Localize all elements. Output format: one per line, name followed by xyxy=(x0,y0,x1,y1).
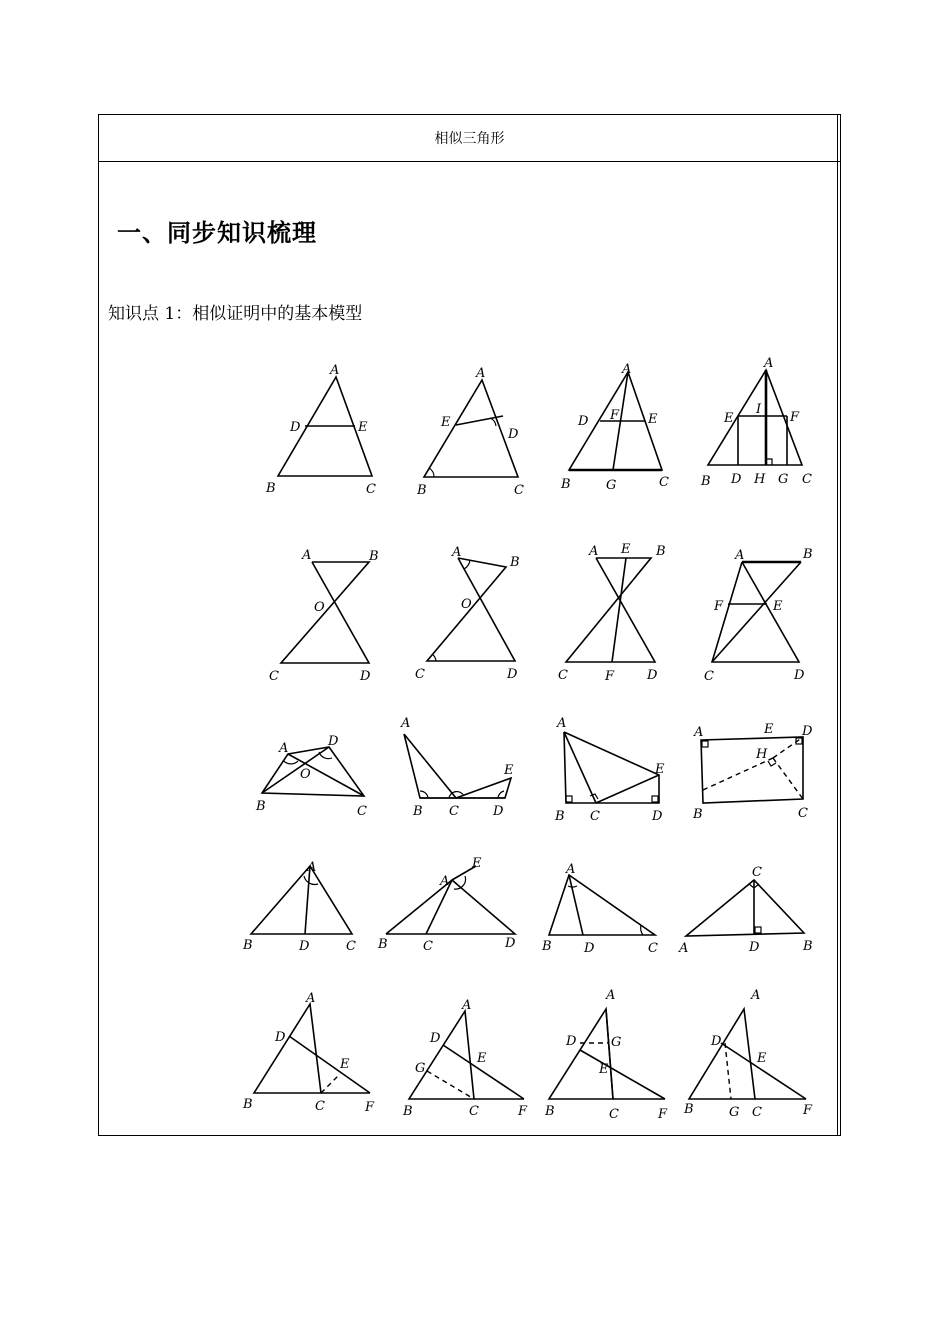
point-label: B xyxy=(803,547,813,562)
point-label: B xyxy=(656,544,666,559)
point-label: A xyxy=(589,544,599,559)
point-label: C xyxy=(752,865,762,880)
point-label: B xyxy=(542,939,552,954)
point-label: C xyxy=(659,475,669,490)
point-label: D xyxy=(507,667,518,682)
point-label: D xyxy=(794,668,805,683)
point-label: E xyxy=(648,412,658,427)
point-label: E xyxy=(358,420,368,435)
point-label: A xyxy=(476,366,486,381)
point-label: D xyxy=(802,724,813,739)
point-label: A xyxy=(279,741,289,756)
point-label: C xyxy=(648,941,658,956)
point-label: E xyxy=(340,1057,350,1072)
point-label: D xyxy=(749,940,760,955)
knowledge-point-name: 相似证明中的基本模型 xyxy=(192,304,363,324)
point-label: D xyxy=(711,1034,722,1049)
point-label: F xyxy=(790,410,800,425)
point-label: E xyxy=(477,1051,487,1066)
point-label: B xyxy=(803,939,813,954)
point-label: D xyxy=(584,941,595,956)
point-label: D xyxy=(508,427,519,442)
point-label: F xyxy=(803,1103,813,1118)
point-label: A xyxy=(694,725,704,740)
figure-r5f2 xyxy=(402,998,528,1119)
point-label: B xyxy=(555,809,565,824)
point-label: E xyxy=(655,762,665,777)
point-label: A xyxy=(566,862,576,877)
point-label: B xyxy=(378,937,388,952)
point-label: C xyxy=(315,1099,325,1114)
point-label: F xyxy=(658,1107,668,1122)
section-title: 一、同步知识梳理 xyxy=(117,219,317,247)
figure-r4f1 xyxy=(242,860,356,954)
point-label: D xyxy=(360,669,371,684)
point-label: A xyxy=(401,716,411,731)
figure-r3f1 xyxy=(255,734,367,819)
figure-r1f3 xyxy=(560,362,669,493)
point-label: A xyxy=(679,941,689,956)
point-label: A xyxy=(306,991,316,1006)
point-label: B xyxy=(701,474,711,489)
point-label: B xyxy=(693,807,703,822)
knowledge-point-prefix: 知识点 1： xyxy=(108,304,193,324)
point-label: C xyxy=(752,1105,762,1120)
point-label: D xyxy=(290,420,301,435)
point-label: A xyxy=(606,988,616,1003)
point-label: A xyxy=(440,874,450,889)
point-label: C xyxy=(423,939,433,954)
point-label: B xyxy=(545,1104,555,1119)
point-label: D xyxy=(275,1030,286,1045)
point-label: G xyxy=(415,1061,426,1076)
figure-r5f3 xyxy=(544,988,668,1122)
point-label: C xyxy=(609,1107,619,1122)
figure-r4f3 xyxy=(541,862,658,956)
point-label: A xyxy=(307,860,317,875)
figure-r1f1 xyxy=(265,363,376,497)
point-label: B xyxy=(413,804,423,819)
point-label: G xyxy=(611,1035,622,1050)
point-label: F xyxy=(610,408,620,423)
point-label: A xyxy=(622,362,632,377)
point-label: O xyxy=(461,597,472,612)
point-label: E xyxy=(621,542,631,557)
point-label: A xyxy=(462,998,472,1013)
point-label: B xyxy=(510,555,520,570)
point-label: C xyxy=(704,669,714,684)
point-label: A xyxy=(751,988,761,1003)
point-label: O xyxy=(300,767,311,782)
point-label: D xyxy=(566,1034,577,1049)
point-label: E xyxy=(504,763,514,778)
point-label: A xyxy=(330,363,340,378)
point-label: I xyxy=(756,402,762,417)
point-label: B xyxy=(243,1097,253,1112)
figure-r1f2 xyxy=(416,366,524,498)
figure-r2f3 xyxy=(558,542,666,684)
point-label: B xyxy=(243,938,253,953)
point-label: F xyxy=(714,599,724,614)
figure-r3f3 xyxy=(554,716,665,824)
point-label: B xyxy=(684,1102,694,1117)
point-label: C xyxy=(802,472,812,487)
point-label: C xyxy=(449,804,459,819)
point-label: C xyxy=(357,804,367,819)
point-label: A xyxy=(764,356,774,371)
figure-r4f2 xyxy=(377,856,516,954)
point-label: C xyxy=(415,667,425,682)
figure-r5f1 xyxy=(242,991,375,1115)
figure-r3f2 xyxy=(400,716,514,819)
point-label: C xyxy=(798,806,808,821)
figure-r1f4 xyxy=(700,356,812,489)
point-label: H xyxy=(754,472,766,487)
figure-r2f4 xyxy=(704,547,813,684)
figure-r3f4 xyxy=(692,722,813,822)
point-label: E xyxy=(472,856,482,871)
figure-r2f1 xyxy=(269,548,379,684)
point-label: A xyxy=(557,716,567,731)
point-label: D xyxy=(505,936,516,951)
point-label: E xyxy=(764,722,774,737)
point-label: D xyxy=(299,939,310,954)
figure-r5f4 xyxy=(683,988,813,1120)
point-label: C xyxy=(558,668,568,683)
point-label: A xyxy=(452,545,462,560)
point-label: D xyxy=(731,472,742,487)
point-label: B xyxy=(266,481,276,496)
point-label: E xyxy=(724,411,734,426)
point-label: C xyxy=(366,482,376,497)
point-label: B xyxy=(256,799,266,814)
point-label: A xyxy=(302,548,312,563)
point-label: D xyxy=(647,668,658,683)
point-label: E xyxy=(773,599,783,614)
point-label: D xyxy=(430,1031,441,1046)
point-label: F xyxy=(605,669,615,684)
point-label: E xyxy=(441,415,451,430)
point-label: B xyxy=(561,477,571,492)
point-label: D xyxy=(578,414,589,429)
header-title: 相似三角形 xyxy=(434,131,505,147)
point-label: D xyxy=(328,734,339,749)
point-label: B xyxy=(369,549,379,564)
figure-r4f4 xyxy=(678,865,813,956)
point-label: C xyxy=(590,809,600,824)
point-label: H xyxy=(756,747,768,762)
point-label: D xyxy=(493,804,504,819)
point-label: G xyxy=(729,1105,740,1120)
point-label: C xyxy=(469,1104,479,1119)
point-label: A xyxy=(735,548,745,563)
point-label: C xyxy=(346,939,356,954)
point-label: F xyxy=(518,1104,528,1119)
point-label: E xyxy=(599,1062,609,1077)
point-label: F xyxy=(365,1100,375,1115)
point-label: B xyxy=(417,483,427,498)
point-label: E xyxy=(757,1051,767,1066)
point-label: D xyxy=(652,809,663,824)
figure-r2f2 xyxy=(415,545,520,682)
point-label: C xyxy=(269,669,279,684)
point-label: B xyxy=(403,1104,413,1119)
point-label: G xyxy=(778,472,789,487)
point-label: O xyxy=(314,600,325,615)
point-label: G xyxy=(606,478,617,493)
point-label: C xyxy=(514,483,524,498)
